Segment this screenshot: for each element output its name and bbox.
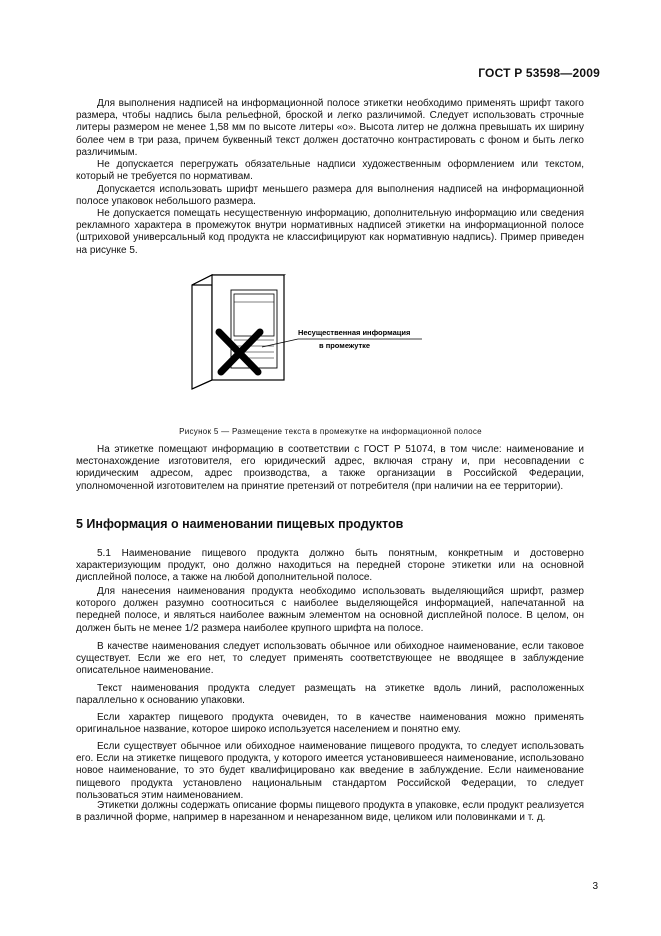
- figure-label-line1: Несущественная информация: [298, 328, 411, 337]
- paragraph-name-font: Для нанесения наименования продукта необходимо использовать выделяющийся шрифт, размер которого должен разумно соотноситься с наиболее выделяющейся информацией, напечатанной на передней полосе, и являться наиболее важным элементом на основной дисплейной полосе. В целом, он должен быть не менее 1/2 размера наиболее крупного шрифта на полосе.: [76, 586, 584, 634]
- paragraph-manufacturer-info: На этикетке помещают информацию в соответствии с ГОСТ Р 51074, в том числе: наименование и местонахождение изготовителя, его юридический адрес, включая страну и, при несовпадении с юридическим адресом, адрес производства, а также организации в Российской Федерации, уполномоченной изготовителем на принятие претензий от потребителя (при наличии на ее территории).: [76, 444, 584, 492]
- page-number: 3: [592, 881, 598, 892]
- section-heading: 5 Информация о наименовании пищевых продуктов: [76, 517, 404, 531]
- box-side-face: [192, 275, 212, 389]
- paragraph-no-overload: Не допускается перегружать обязательные надписи художественным оформлением или текстом, который не требуется по нормативам.: [76, 159, 584, 183]
- package-illustration: [186, 272, 456, 402]
- paragraph-product-form: Этикетки должны содержать описание формы пищевого продукта в упаковке, если продукт реализуется в различной форме, например в нарезанном и ненарезанном виде, целиком или половинками и т. д.: [76, 800, 584, 824]
- paragraph-5-1: 5.1 Наименование пищевого продукта должно быть понятным, конкретным и достоверно характеризующим продукт, оно должно находиться на передней стороне этикетки или на основной дисплейной полосе, а также на любой дополнительной полосе.: [76, 548, 584, 584]
- paragraph-original-name: Если характер пищевого продукта очевиден, то в качестве наименования можно применять оригинальное название, которое широко используется населением и понятно ему.: [76, 712, 584, 736]
- document-header: ГОСТ Р 53598—2009: [478, 66, 600, 80]
- paragraph-common-name: В качестве наименования следует использовать обычное или обиходное наименование, если таковое существует. Если же его нет, то следует применять соответствующее не вводящее в заблуждение описательное наименование.: [76, 641, 584, 677]
- paragraph-text-placement: Текст наименования продукта следует размещать на этикетке вдоль линий, расположенных параллельно к основанию упаковки.: [76, 683, 584, 707]
- figure-caption: Рисунок 5 — Размещение текста в промежутке на информационной полосе: [179, 427, 482, 436]
- paragraph-no-irrelevant: Не допускается помещать несущественную информацию, дополнительную информацию или сведения рекламного характера в промежуток внутри нормативных надписей этикетки на информационной полосе (штриховой универсальный код продукта не классифицируют как нормативную надпись). Пример приведен на рисунке 5.: [76, 208, 584, 256]
- paragraph-font-size: Для выполнения надписей на информационной полосе этикетки необходимо применять шрифт такого размера, чтобы надпись была рельефной, броской и легко различимой. Следует использовать строчные литеры размером не менее 1,58 мм по высоте литеры «о». Высота литер не должна превышать их ширину более чем в три раза, причем буквенный текст должен достаточно контрастировать с фоном и быть легко различимым.: [76, 98, 584, 158]
- paragraph-smaller-font: Допускается использовать шрифт меньшего размера для выполнения надписей на информационной полосе упаковок небольшого размера.: [76, 184, 584, 208]
- paragraph-established-name: Если существует обычное или обиходное наименование пищевого продукта, то следует использовать его. Если на этикетке пищевого продукта, у которого имеется установившееся наименование, использовано новое наименование, то это будет квалифицировано как введение в заблуждение. Если наименование пищевого продукта установлено национальным стандартом Российской Федерации, то следует пользоваться этим наименованием.: [76, 741, 584, 801]
- figure-label-line2: в промежутке: [319, 341, 371, 350]
- figure-5: [186, 272, 456, 402]
